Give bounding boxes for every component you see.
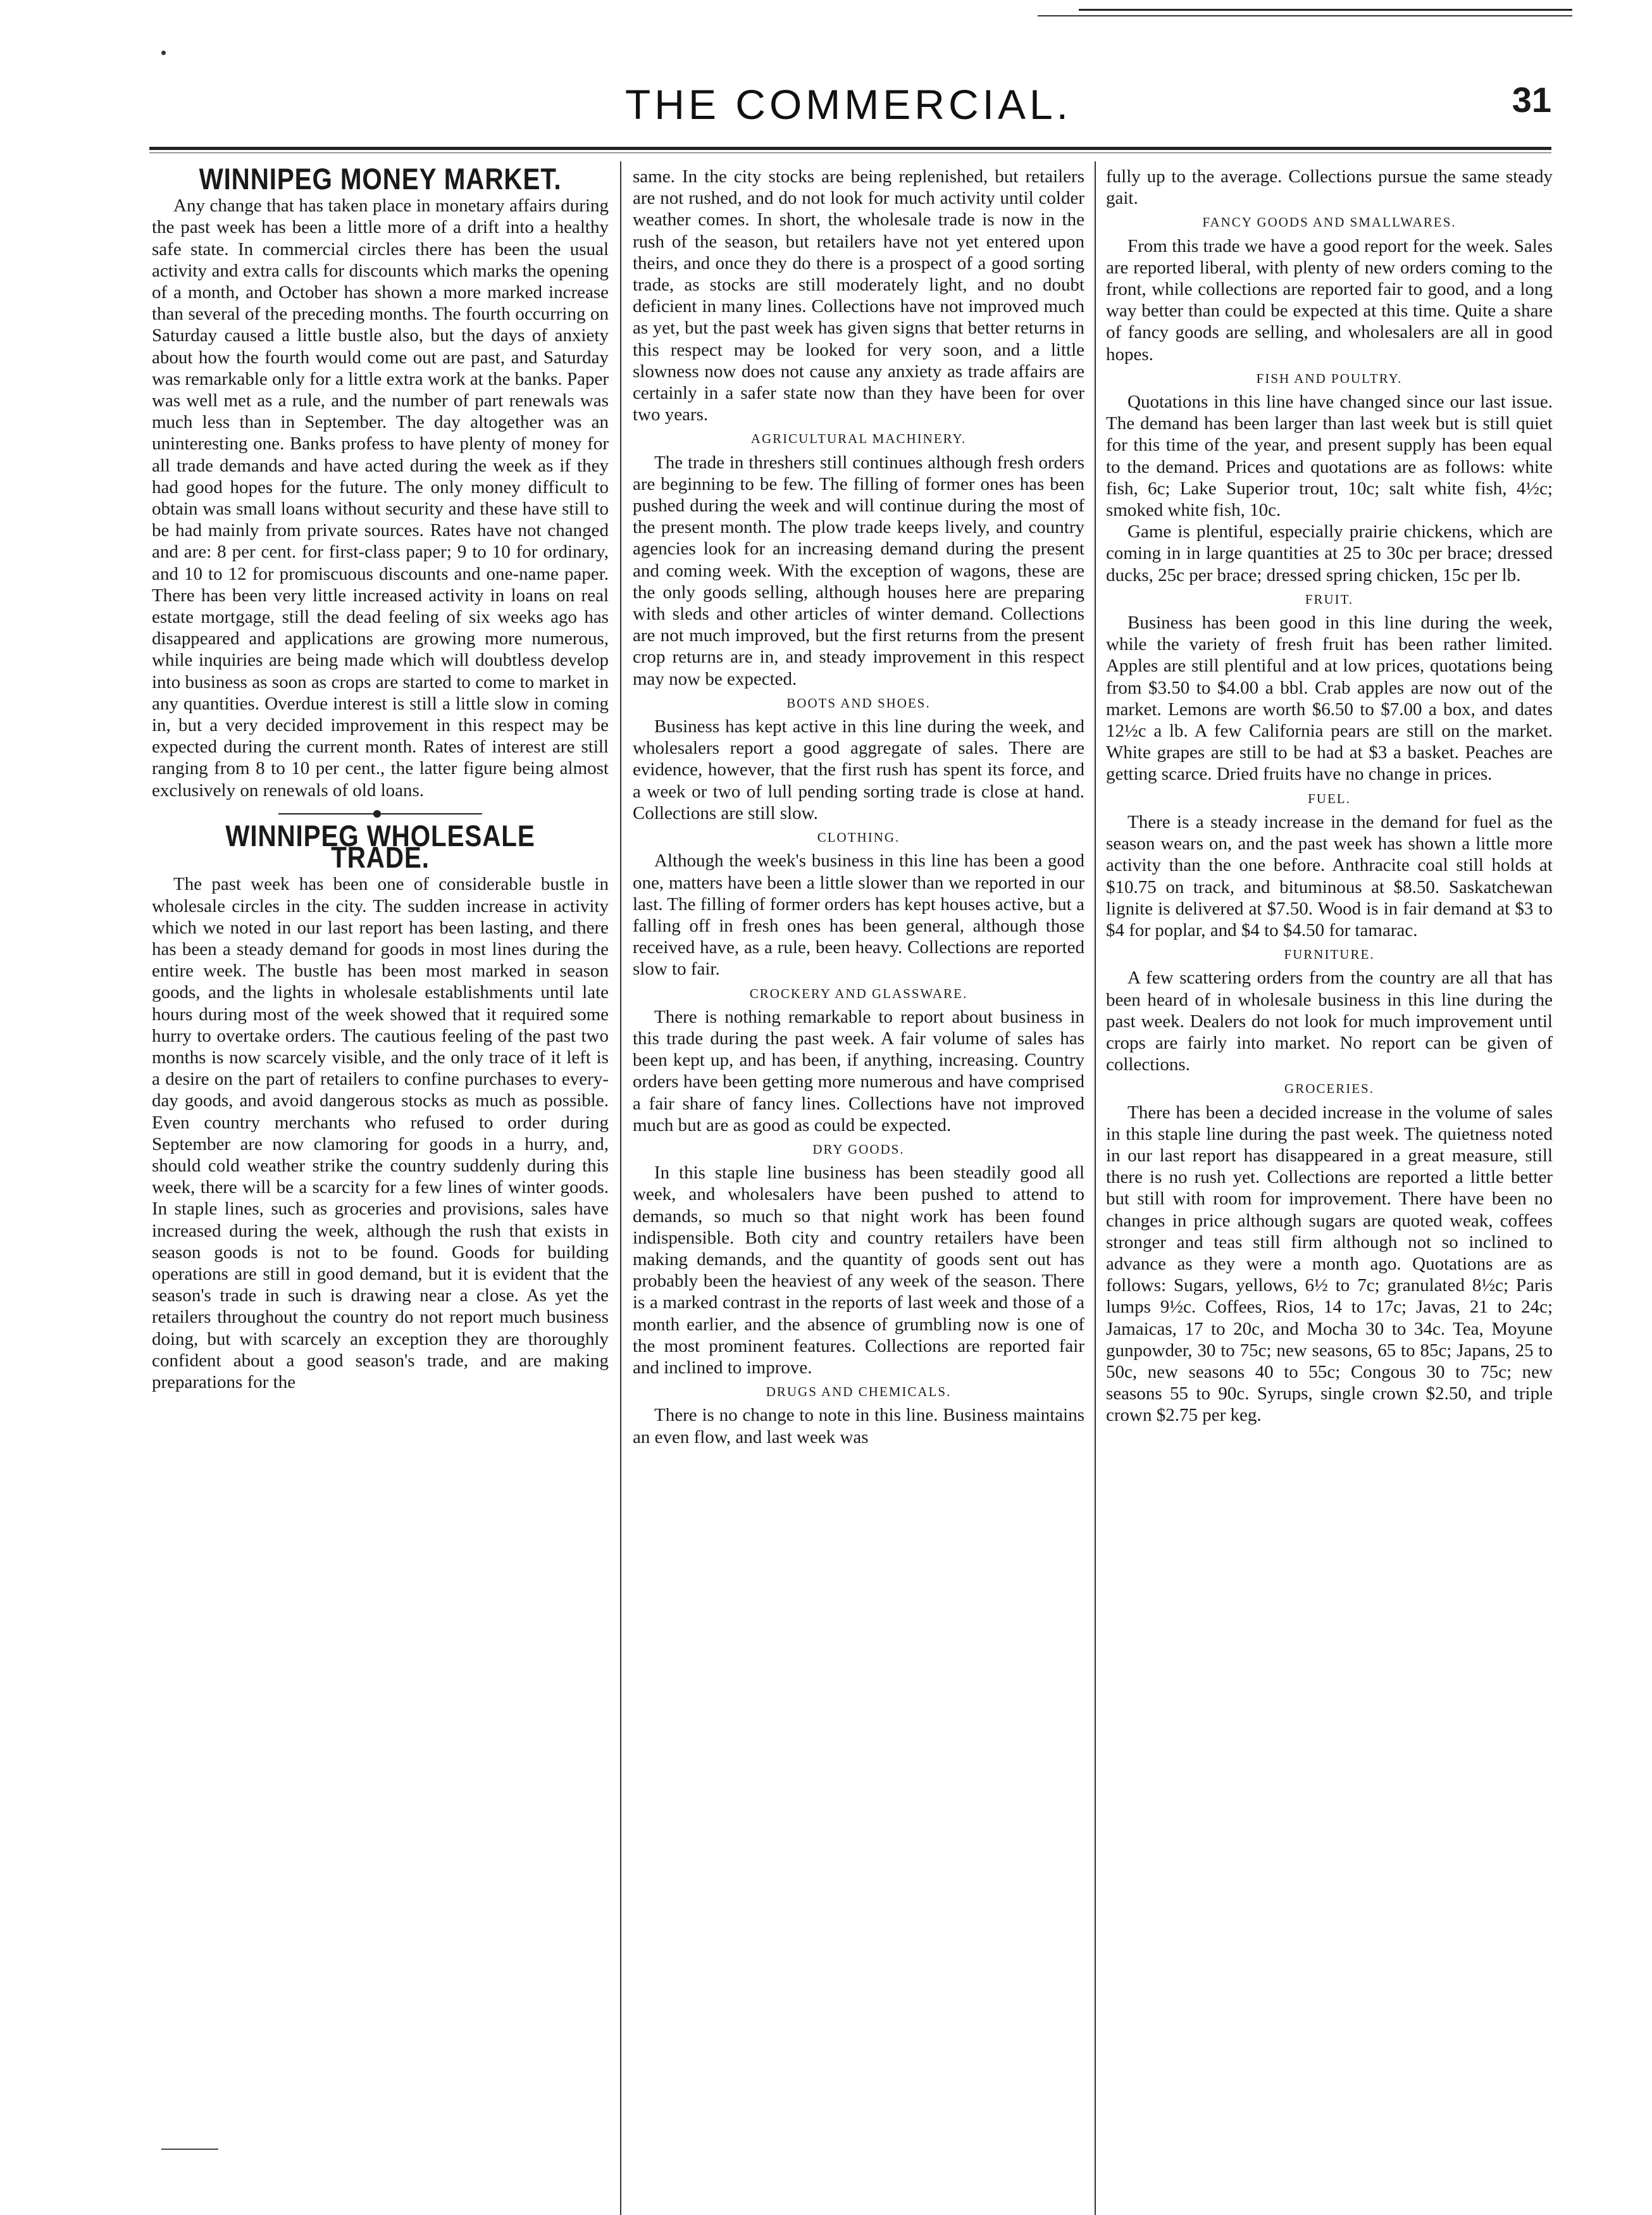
section-heading-groceries: GROCERIES. (1284, 1081, 1374, 1097)
section-heading-fish-and-poultry: FISH AND POULTRY. (1256, 370, 1403, 386)
masthead-rule (149, 147, 1551, 150)
section-text-drugs: There is no change to note in this line. Business maintains an even flow, and last week was (633, 1405, 1084, 1447)
section-heading-crockery: CROCKERY AND GLASSWARE. (749, 985, 968, 1001)
section-text-groceries: There has been a decided increase in the volume of sales in this staple line during the past week. The quietness noted in our last report has disappeared in a great measure, still there is no rush yet. Collections are reported a little better but still with room for improvement. There have been no changes in price although sugars are quoted weak, coffees stronger and teas still firm although not so inclined to advance as they were a month ago. Quotations are as follows: Sugars, yellows, 6½ to 7c; granulated 8½c; Paris lumps 9½c. Coffees, Rios, 14 to 17c; Javas, 21 to 24c; Jamaicas, 17 to 20c, and Mocha 30 to 34c. Tea, Moyune gunpowder, 30 to 75c; new seasons, 65 to 85c; Japans, 25 to 50c, new seasons 40 to 55c; Congous 30 to 75c; new seasons 55 to 90c. Syrups, single crown $2.50, and triple crown $2.75 per keg. (1106, 1102, 1553, 1426)
wholesale-trade-intro-continued: same. In the city stocks are being replenished, but retailers are not rushed, and do not look for much activity until colder weather comes. In short, the wholesale trade is now in the rush of the season, but retailers have not yet entered upon theirs, and once they do there is a prospect of a good sorting trade, as stocks are still moderately light, and no doubt deficient in many lines. Collections have not improved much as yet, but the past week has given signs that better returns in this respect may be looked for very soon, and a little slowness now does not cause any anxiety as trade affairs are certainly in a safer state now than they have been for over two years. (633, 166, 1084, 425)
section-text-fish-and-poultry-game: Game is plentiful, especially prairie chickens, which are coming in in large quantities at 25 to 30c per brace; dressed ducks, 25c per brace; dressed spring chicken, 15c per lb. (1106, 521, 1553, 585)
column-1 (152, 162, 609, 1393)
wholesale-trade-heading: WINNIPEG WHOLESALE TRADE. (225, 818, 535, 875)
section-heading-boots-and-shoes: BOOTS AND SHOES. (786, 695, 931, 711)
section-heading-agricultural-machinery: AGRICULTURAL MACHINERY. (750, 431, 967, 447)
top-border-rule (1079, 9, 1572, 11)
article-separator (152, 808, 609, 820)
page-number: 31 (1512, 80, 1551, 120)
section-heading-fuel: FUEL. (1308, 790, 1351, 806)
section-heading-clothing: CLOTHING. (817, 830, 900, 845)
column-2 (633, 166, 1084, 1448)
section-heading-dry-goods: DRY GOODS. (812, 1141, 905, 1157)
section-text-drugs-continued: fully up to the average. Collections pursue the same steady gait. (1106, 166, 1553, 209)
print-dot (161, 51, 166, 55)
money-market-heading: WINNIPEG MONEY MARKET. (199, 162, 562, 196)
section-text-fruit: Business has been good in this line during the week, while the variety of fresh fruit has been rather limited. Apples are still plentiful and at low prices, quotations being from $3.50 to $4.00 a bbl. Crab apples are now out of the market. Lemons are worth $6.50 to $7.00 a box, and dates 12½c a lb. A few California pears are still on the market. White grapes are still to be had at $3 a basket. Peaches are getting scarce. Dried fruits have no change in prices. (1106, 613, 1553, 785)
section-text-crockery: There is nothing remarkable to report about business in this trade during the past week. A fair volume of sales has been kept up, and has been, if anything, increasing. Country orders have been getting more numerous and have comprised a fair share of fancy lines. Collections have not improved much but are as good as could be expected. (633, 1006, 1084, 1135)
column-divider-2 (1095, 161, 1096, 2215)
section-text-clothing: Although the week's business in this line has been a good one, matters have been a little slower than we reported in our last. The filling of former orders has kept houses active, but a falling off in fresh ones has been general, although those received have, as a rule, been heavy. Collections are reported slow to fair. (633, 851, 1084, 980)
section-text-agricultural-machinery: The trade in threshers still continues although fresh orders are beginning to be few. The filling of former ones has been pushed during the week and will continue during the most of the present month. The plow trade keeps lively, and country agencies look for an increasing demand during the present and coming week. With the exception of wagons, these are the only goods selling, although houses here are preparing with sleds and other articles of winter demand. Collections are not much improved, but the first returns from the present crop returns are in, and steady improvement in this respect may now be expected. (633, 452, 1084, 689)
section-text-boots-and-shoes: Business has kept active in this line during the week, and wholesalers report a good aggregate of sales. There are evidence, however, that the first rush has spent its force, and a week or two of lull pending sorting trade is close at hand. Collections are still slow. (633, 716, 1084, 823)
money-market-paragraph: Any change that has taken place in monetary affairs during the past week has been a little more of a drift into a healthy safe state. In commercial circles there has been the usual activity and extra calls for discounts which marks the opening of a month, and October has shown a more marked increase than several of the preceding months. The fourth occurring on Saturday caused a little bustle also, but the days of anxiety about how the fourth would come out are past, and Saturday was remarkable only for a little extra work at the banks. Paper was well met as a rule, and the number of part renewals was much less than in September. The day altogether was an uninteresting one. Banks profess to have plenty of money for all trade demands and have acted during the week as if they had good hopes for the future. The only money difficult to obtain was small loans without security and these have still to be had mainly from private sources. Rates have not changed and are: 8 per cent. for first-class paper; 9 to 10 for ordinary, and 10 to 12 for promiscuous discounts and one-name paper. There has been very little increased activity in loans on real estate mortgage, still the dead feeling of six weeks ago has disappeared and applications are growing more numerous, while inquiries are being made which will doubtless develop into business as soon as crops are started to come to market in any quantities. Overdue interest is still a little slow in coming in, but a very decided improvement in this respect may be expected during the current month. Rates of interest are still ranging from 8 to 10 per cent., the latter figure being almost exclusively on renewals of old loans. (152, 196, 609, 801)
top-border-rule-thin (1038, 15, 1572, 16)
column-3 (1106, 166, 1553, 1426)
section-text-fancy-goods: From this trade we have a good report for the week. Sales are reported liberal, with plenty of new orders coming to the front, while collections are reported fair to good, and a long way better than could be expected at this time. Quite a share of fancy goods are selling, and wholesalers are all in good hopes. (1106, 235, 1553, 365)
masthead (146, 79, 1551, 139)
section-text-furniture: A few scattering orders from the country are all that has been heard of in wholesale business in this line during the past week. Dealers do not look for much improvement until crops are fairly into market. No report can be given of collections. (1106, 968, 1553, 1075)
section-heading-fancy-goods: FANCY GOODS AND SMALLWARES. (1202, 215, 1456, 230)
section-text-fuel: There is a steady increase in the demand for fuel as the season wears on, and the past week has shown a little more activity than the one before. Anthracite coal still holds at $10.75 on track, and bituminous at $8.50. Saskatchewan lignite is delivered at $7.50. Wood is in fair demand at $3 to $4 for poplar, and $4 to $4.50 for tamarac. (1106, 811, 1553, 940)
footer-mark (161, 2149, 218, 2150)
section-text-dry-goods: In this staple line business has been steadily good all week, and wholesalers have been pushed to attend to demands, so much so that night work has been found indispensible. Both city and country retailers have been making demands, and the quantity of goods sent out has probably been the heaviest of any week of the season. There is a marked contrast in the reports of last week and those of a month earlier, and the absence of grumbling now is one of the most prominent features. Collections are reported fair and inclined to improve. (633, 1163, 1084, 1378)
section-heading-drugs: DRUGS AND CHEMICALS. (766, 1384, 952, 1400)
wholesale-trade-intro: The past week has been one of considerable bustle in wholesale circles in the city. The sudden increase in activity which we noted in our last report has been lasting, and there has been a steady demand for goods in most lines during the entire week. The bustle has been most marked in season goods, and the lights in wholesale establishments until late hours during most of the week showed that it required some hurry to overtake orders. The cautious feeling of the past two months is now scarcely visible, and the only trace of it left is a desire on the part of retailers to confine purchases to every-day goods, and avoid dangerous stocks as much as possible. Even country merchants who refused to order during September are now clamoring for goods in a hurry, and, should cold weather strike the country suddenly during this week, there will be a scarcity for a few lines of winter goods. In staple lines, such as groceries and provisions, sales have increased during the week, although the rush that exists in season goods is not to be found. Goods for building operations are still in good demand, but it is evident that the season's trade in such is drawing near a close. As yet the retailers throughout the country do not report much business doing, but with scarcely an exception they are thoroughly confident about a good season's trade, and are making preparations for the (152, 874, 609, 1392)
section-text-fish-and-poultry: Quotations in this line have changed since our last issue. The demand has been larger than last week but is still quiet for this time of the year, and present supply has been equal to the demand. Prices and quotations are as follows: white fish, 6c; Lake Superior trout, 10c; salt white fish, 4½c; smoked white fish, 10c. (1106, 392, 1553, 521)
section-heading-furniture: FURNITURE. (1284, 947, 1375, 963)
publication-title: THE COMMERCIAL. (624, 81, 1072, 128)
section-heading-fruit: FRUIT. (1305, 591, 1354, 607)
column-divider-1 (620, 161, 621, 2215)
